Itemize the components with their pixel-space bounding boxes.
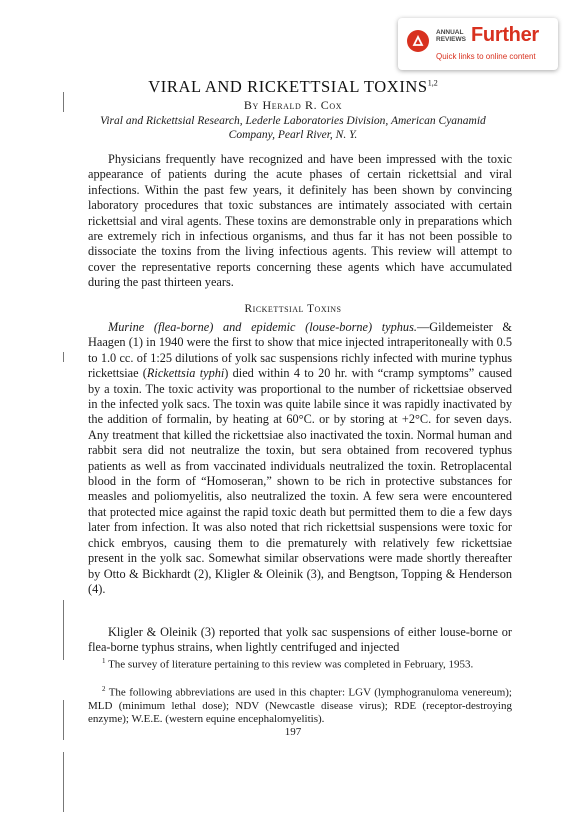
badge-publisher: ANNUAL REVIEWS bbox=[436, 29, 466, 43]
author-line: By Herald R. Cox bbox=[243, 98, 343, 112]
further-badge[interactable] bbox=[398, 18, 558, 70]
intro-paragraph: Physicians frequently have recognized and have been impressed with the toxic appearance of patients during the acute phases of certain rickettsial and viral infections. Within the past few years, it definitely has been shown by convincing laboratory procedures that toxic substances are intimately associated with certain rickettsial and viral agents. These toxins are demonstrable only in preparations which are extremely rich in infectious organisms, and thus far it has not been possible to dissociate the toxins from the living infectious agents. This review will attempt to cover the representative reports concerning these agents which have accumulated during the past thirteen years. bbox=[88, 152, 512, 290]
annual-reviews-logo-icon bbox=[407, 30, 429, 52]
section-heading: Rickettsial Toxins bbox=[244, 303, 342, 315]
page-number: 197 bbox=[284, 726, 302, 738]
badge-further-word: Further bbox=[471, 24, 539, 46]
badge-subtitle: Quick links to online content bbox=[436, 52, 536, 61]
species-name: Rickettsia typhi bbox=[146, 366, 225, 381]
article-title: VIRAL AND RICKETTSIAL TOXINS$^{1,2}$ bbox=[148, 77, 438, 96]
margin-mark bbox=[63, 600, 64, 660]
margin-mark bbox=[63, 752, 64, 812]
author-name: Herald R. Cox bbox=[262, 98, 343, 112]
footnote-2: $^2$ The following abbreviations are used in this chapter: LGV (lymphogranuloma venereum); MLD (minimum lethal dose); NDV (Newcastle disease virus); RDE (receptor-destroying enzyme); W.E.E. (western equine encephalomyelitis). bbox=[88, 685, 512, 726]
footnote-1: $^1$ The survey of literature pertaining to this review was completed in February, 1953. bbox=[102, 657, 474, 671]
typhus-paragraph: Murine (flea-borne) and epidemic (louse-borne) typhus.—Gildemeister & Haagen (1) in 1940 were the first to show that mice injected intraperitoneally with 0.5 to 1.0 cc. of 1:25 dilutions of yolk sac suspensions richly infected with murine typhus rickettsiae (Rickettsia typhi) died within 4 to 20 hr. with “cramp symptoms” caused by a toxin. The toxic activity was proportional to the number of rickettsiae observed in the infected yolk sacs. The toxin was quite labile since it was rapidly inactivated by the addition of formalin, by heating at 60°C. or by storing at +2°C. for seven days. Any treatment that killed the rickettsiae also inactivated the toxin. Normal human and rabbit sera did not neutralize the toxin, but sera obtained from recovered typhus patients as well as from vaccinated individuals neutralized the toxin. Retroplacental blood in the form of “Homoseran,” shown to be rich in protective substances for measles and poliomyelitis, also neutralized the toxin. A few sera were encountered that protected mice against the rapid toxic death but permitted them to die a few days later from infection. It was also noted that rich rickettsial suspensions were toxic for chick embryos, causing them to die prematurely with relatively few rickettsiae present in the yolk sac. Somewhat similar observations were made shortly thereafter by Otto & Bickhardt (2), Kligler & Oleinik (3), and Bengtson, Topping & Henderson (4). bbox=[88, 320, 512, 596]
kligler-paragraph: Kligler & Oleinik (3) reported that yolk sac suspensions of either louse-borne or flea-borne typhus strains, when lightly centrifuged and injected bbox=[88, 625, 512, 655]
margin-mark bbox=[63, 352, 64, 362]
paragraph-heading: Murine (flea-borne) and epidemic (louse-borne) typhus. bbox=[108, 320, 417, 334]
affiliation: Viral and Rickettsial Research, Lederle Laboratories Division, American Cyanamid Company, Pearl River, N. Y. bbox=[100, 115, 486, 141]
